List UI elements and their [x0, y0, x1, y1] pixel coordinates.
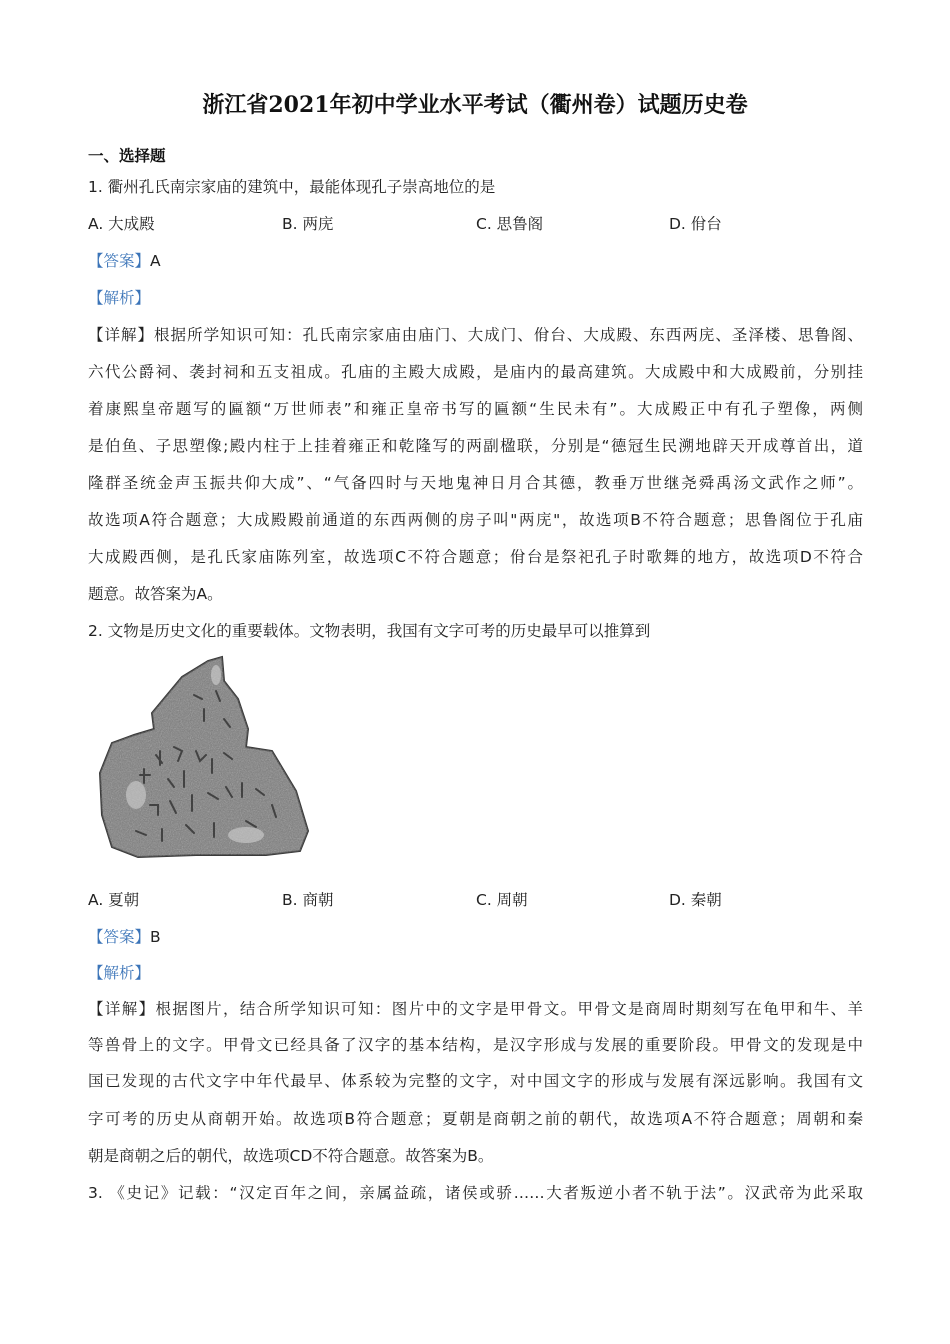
q1-detail-line: 故选项A符合题意；大成殿殿前通道的东西两侧的房子叫"两庑"，故选项B不符合题意；思鲁阁位于孔庙 — [88, 511, 863, 529]
q1-analysis-label: 【解析】 — [88, 289, 151, 307]
answer-label: 【答案】 — [88, 252, 151, 270]
q2-option-c: C. 周朝 — [476, 891, 528, 909]
detail-label: 【详解】 — [88, 326, 155, 344]
q1-detail-line: 隆群圣统金声玉振共仰大成”、“气备四时与天地鬼神日月合其德，教垂万世继尧舜禹汤文武作之师”。 — [88, 474, 863, 492]
q2-analysis-label: 【解析】 — [88, 964, 151, 982]
q1-detail-line: 着康熙皇帝题写的匾额“万世师表”和雍正皇帝书写的匾额“生民未有”。大成殿正中有孔子塑像，两侧 — [88, 400, 863, 418]
q2-answer — [88, 926, 161, 948]
q1-detail-line: 题意。故答案为A。 — [88, 585, 223, 603]
question-2-stem: 2. 文物是历史文化的重要载体。文物表明，我国有文字可考的历史最早可以推算到 — [88, 622, 651, 640]
detail-label: 【详解】 — [88, 1000, 156, 1018]
q1-option-c: C. 思鲁阁 — [476, 215, 544, 233]
answer-label: 【答案】 — [88, 928, 151, 946]
question-3-stem: 3. 《史记》记载：“汉定百年之间，亲属益疏，诸侯或骄……大者叛逆小者不轨于法”。汉武帝为此采取 — [88, 1184, 863, 1202]
question-1-stem: 1. 衢州孔氏南宗家庙的建筑中，最能体现孔子崇高地位的是 — [88, 178, 496, 196]
q1-detail-line: 是伯鱼、子思塑像;殿内柱于上挂着雍正和乾隆写的两副楹联，分别是“德冠生民溯地辟天开成尊首出，道 — [88, 437, 863, 455]
q1-option-a: A. 大成殿 — [88, 215, 155, 233]
q2-option-a: A. 夏朝 — [88, 891, 140, 909]
answer-value: B — [150, 928, 161, 946]
q2-detail-line: 朝是商朝之后的朝代，故选项CD不符合题意。故答案为B。 — [88, 1147, 494, 1165]
q2-detail-line: 【详解】根据图片，结合所学知识可知：图片中的文字是甲骨文。甲骨文是商周时期刻写在龟甲和牛、羊 — [88, 1000, 863, 1018]
oracle-bone-image — [96, 655, 312, 860]
answer-value: A — [150, 252, 161, 270]
q1-answer — [88, 250, 161, 272]
q2-detail-line: 国已发现的古代文字中年代最早、体系较为完整的文字，对中国文字的形成与发展有深远影响。我国有文 — [88, 1072, 863, 1090]
q2-option-b: B. 商朝 — [282, 891, 334, 909]
page-title: 浙江省2021年初中学业水平考试（衢州卷）试题历史卷 — [202, 92, 748, 118]
q1-option-d: D. 佾台 — [669, 215, 722, 233]
q2-detail-line: 字可考的历史从商朝开始。故选项B符合题意；夏朝是商朝之前的朝代，故选项A不符合题意；周朝和秦 — [88, 1110, 863, 1128]
section-heading: 一、选择题 — [88, 147, 166, 165]
q2-detail-line: 等兽骨上的文字。甲骨文已经具备了汉字的基本结构，是汉字形成与发展的重要阶段。甲骨文的发现是中 — [88, 1036, 863, 1054]
q1-option-b: B. 两庑 — [282, 215, 334, 233]
q1-detail-line: 【详解】根据所学知识可知：孔氏南宗家庙由庙门、大成门、佾台、大成殿、东西两庑、圣泽楼、思鲁阁、 — [88, 326, 863, 344]
q1-detail-line: 六代公爵祠、袭封祠和五支祖成。孔庙的主殿大成殿，是庙内的最高建筑。大成殿中和大成殿前，分别挂 — [88, 363, 863, 381]
q2-option-d: D. 秦朝 — [669, 891, 722, 909]
q1-detail-line: 大成殿西侧，是孔氏家庙陈列室，故选项C不符合题意；佾台是祭祀孔子时歌舞的地方，故选项D不符合 — [88, 548, 863, 566]
